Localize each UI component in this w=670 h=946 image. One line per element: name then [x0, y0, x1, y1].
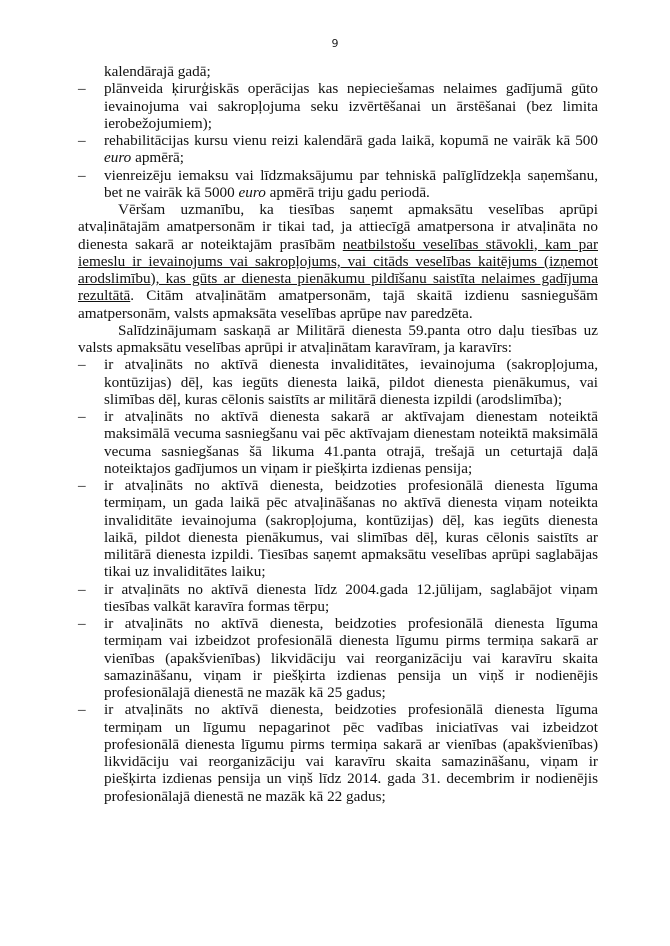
paragraph-text: . Citām atvaļinātām amatpersonām, tajā skaitā izdienu sasniegušām amatpersonām, valsts apmaksāta veselības aprūpe nav paredzēta. — [78, 287, 598, 322]
list-item-text: vienreizēju iemaksu vai līdzmaksājumu par tehniskā palīglīdzekļa saņemšanu, bet ne vairāk kā 5000 — [104, 166, 598, 201]
dash-bullet: – — [78, 166, 86, 184]
list-continuation: kalendārajā gadā; — [104, 63, 211, 80]
paragraph-text: Vēršam uzmanību, ka tiesības saņemt apmaksātu veselības aprūpi atvaļinātajām amatpersonām ir tikai tad, ja attiecīgā amatpersona ir atvaļināta no dienesta sakarā ar noteiktajām prasībām — [78, 201, 598, 253]
dash-bullet: – — [78, 580, 86, 598]
italic-term: euro — [104, 149, 132, 167]
paragraph-comparison: Salīdzinājumam saskaņā ar Militārā dienesta 59.panta otro daļu tiesības uz valsts apmaksātu veselības aprūpi ir atvaļinātam karavīram, ja karavīrs: — [78, 321, 598, 356]
document-body — [78, 63, 598, 805]
list-item-text: rehabilitācijas kursu vienu reizi kalendārā gada laikā, kopumā ne vairāk kā 500 — [104, 132, 598, 149]
list-item — [78, 615, 598, 701]
page-number: 9 — [331, 37, 339, 50]
list-item — [78, 701, 598, 805]
list-item-text: ir atvaļināts no aktīvā dienesta invaliditātes, ievainojuma (sakropļojuma, kontūzijas) dēļ, kas iegūts dienesta laikā, pildot dienesta pienākumus, vai slimības dēļ, kuras cēlonis saistīts ar militārā dienesta izpildi (arodslimība); — [104, 356, 598, 408]
list-item-text: apmērā; — [131, 149, 184, 167]
dash-bullet: – — [78, 80, 86, 98]
list-item-text: ir atvaļināts no aktīvā dienesta, beidzoties profesionālā dienesta līguma termiņam, un gada laikā pēc atvaļināšanas no aktīvā dienesta viņam noteikta invaliditāte ievainojuma (sakropļojuma, kontūzijas) dēļ, kas iegūts dienesta laikā, pildot dienesta pienākumus, vai slimības dēļ, kuras cēlonis saistīts ar militārā dienesta izpildi. Tiesības saņemt apmaksātu veselības aprūpi saglabājas tikai uz invaliditātes laiku; — [104, 477, 598, 581]
list-item-text: ir atvaļināts no aktīvā dienesta sakarā ar aktīvajam dienestam noteiktā maksimālā vecuma sasniegšanu vai pēc aktīvajam dienestam noteiktā maksimālā vecuma sasniegšanas šā likuma 41.panta otrajā, trešajā un ceturtajā daļā noteiktajos gadījumos un viņam ir piešķirta izdienas pensija; — [104, 408, 598, 477]
list-item-text: ir atvaļināts no aktīvā dienesta, beidzoties profesionālā dienesta līguma termiņam un līgumu nepagarinot pēc vadības iniciatīvas vai izbeidzot profesionālā dienesta līgumu pirms termiņa sakarā ar vienības (apakšvienības) likvidāciju vai reorganizāciju vai karavīru skaita samazināšanu, viņam ir piešķirta izdienas pensija un viņš līdz 2014. gada 31. decembrim ir nodienējis profesionālajā dienestā ne mazāk kā 22 gadus; — [104, 701, 598, 805]
dash-bullet: – — [78, 356, 86, 374]
italic-term: euro — [238, 183, 266, 201]
dash-bullet: – — [78, 701, 86, 719]
dash-bullet: – — [78, 615, 86, 632]
list-item — [78, 581, 598, 616]
underlined-text: neatbilstošu veselības stāvokli, kam par iemeslu ir ievainojums vai sakropļojums, vai citāds veselības kaitējums (izņemot arodslimību), kas gūts ar dienesta pienākumu pildīšanu saistīta nelaimes gadījuma rezultātā — [78, 235, 599, 305]
list-item — [78, 132, 598, 167]
list-item — [78, 408, 598, 477]
list-item-text: plānveida ķirurģiskās operācijas kas nepieciešamas nelaimes gadījumā gūto ievainojuma vai sakropļojuma seku izvērtēšanai un ārstēšanai (bez limita ierobežojumiem); — [104, 80, 598, 132]
paragraph-attention — [78, 201, 598, 322]
list-item — [78, 167, 598, 202]
list-item-text: apmērā triju gadu periodā. — [265, 183, 430, 201]
list-item-text: ir atvaļināts no aktīvā dienesta līdz 2004.gada 12.jūlijam, saglabājot viņam tiesības valkāt karavīra formas tērpu; — [104, 580, 598, 615]
list-item — [78, 356, 598, 408]
dash-bullet: – — [78, 132, 86, 149]
dash-bullet: – — [78, 408, 86, 425]
list-item — [78, 477, 598, 581]
list-item — [78, 80, 598, 132]
list-item-text: ir atvaļināts no aktīvā dienesta, beidzoties profesionālā dienesta līguma termiņam vai izbeidzot profesionālā dienesta līgumu pirms termiņa sakarā ar vienības (apakšvienības) likvidāciju vai reorganizāciju vai karavīru skaita samazināšanu, viņam ir piešķirta izdienas pensija un viņš ir nodienējis profesionālajā dienestā ne mazāk kā 25 gadus; — [104, 615, 598, 701]
dash-bullet: – — [78, 477, 86, 494]
